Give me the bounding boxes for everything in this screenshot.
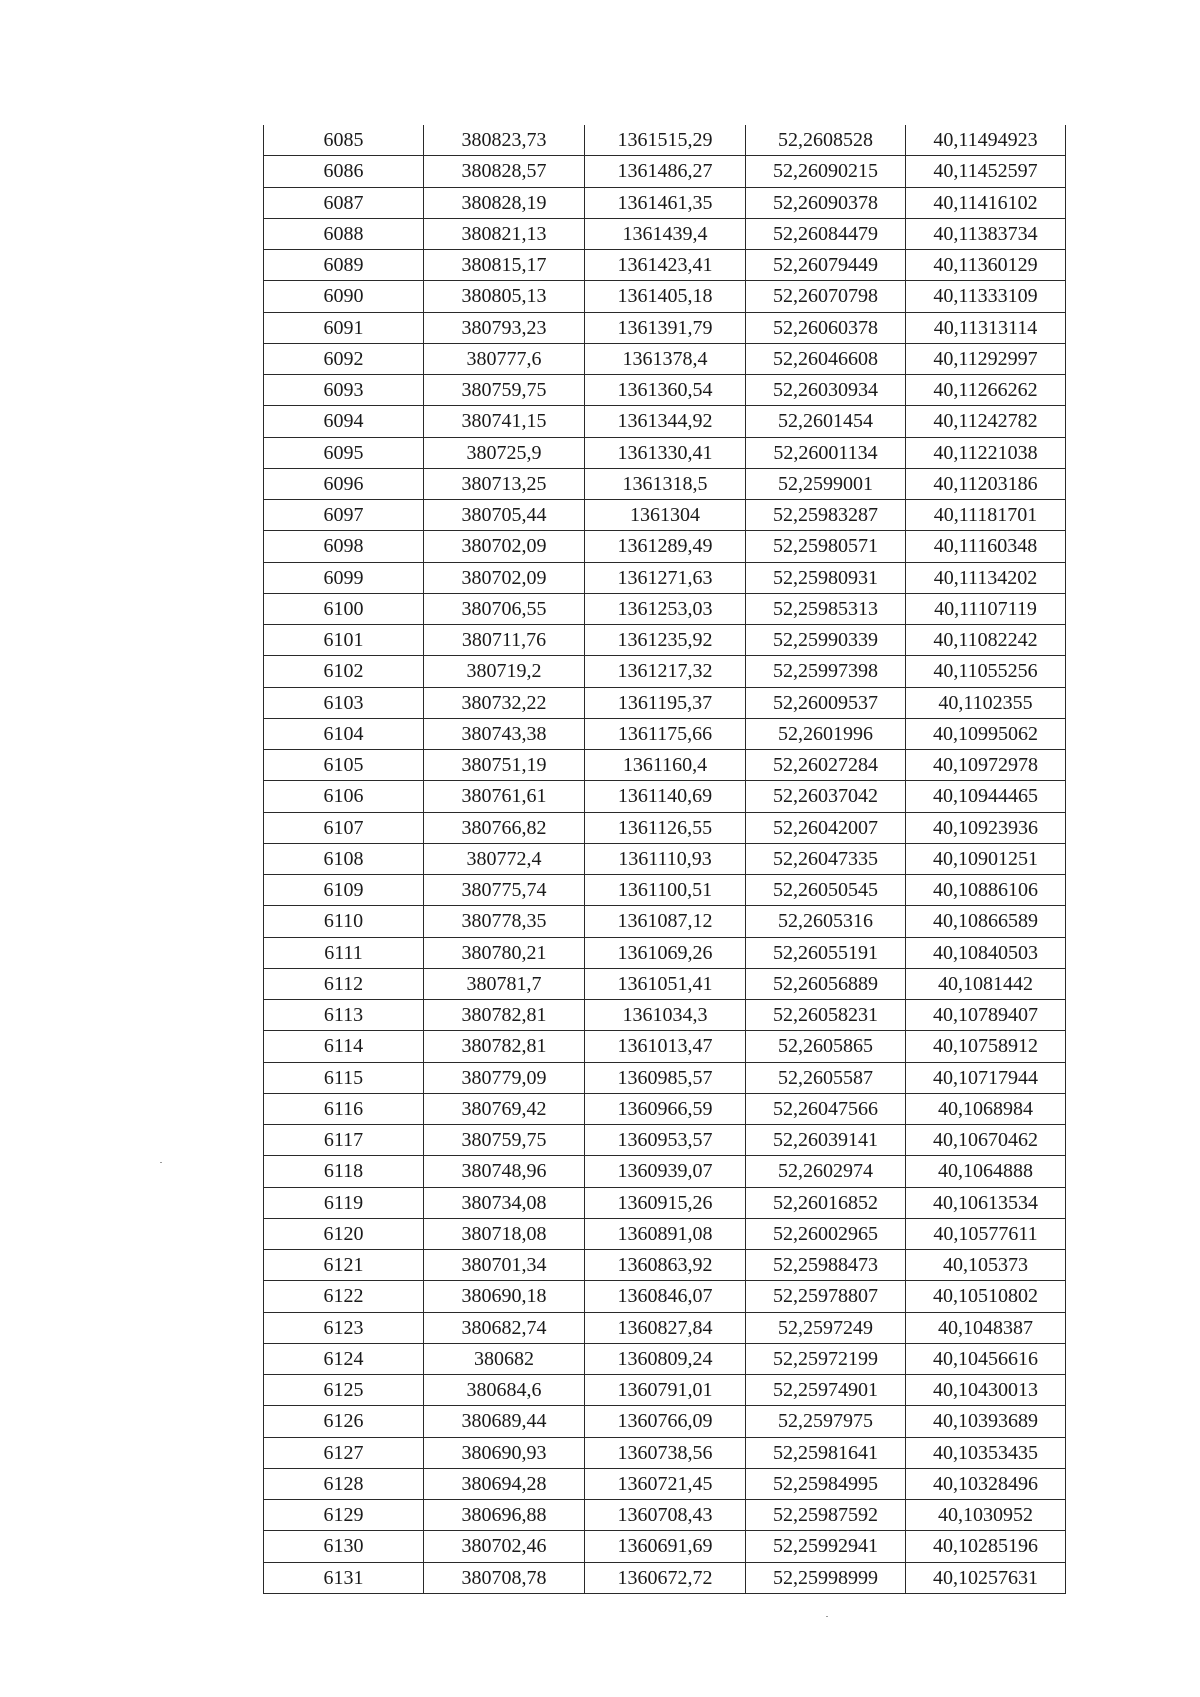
y-coordinate-cell: 1360953,57 [585, 1125, 746, 1156]
point-number-cell: 6122 [264, 1281, 424, 1312]
longitude-cell: 40,11416102 [906, 187, 1066, 218]
y-coordinate-cell: 1361110,93 [585, 843, 746, 874]
table-row [264, 500, 1066, 531]
point-number-cell: 6090 [264, 281, 424, 312]
point-number-cell: 6099 [264, 562, 424, 593]
latitude-cell: 52,2599001 [746, 468, 906, 499]
x-coordinate-cell: 380761,61 [424, 781, 585, 812]
y-coordinate-cell: 1361126,55 [585, 812, 746, 843]
y-coordinate-cell: 1361195,37 [585, 687, 746, 718]
coordinates-table [263, 125, 1066, 1594]
point-number-cell: 6100 [264, 593, 424, 624]
x-coordinate-cell: 380682,74 [424, 1312, 585, 1343]
table-row [264, 1281, 1066, 1312]
longitude-cell: 40,10901251 [906, 843, 1066, 874]
y-coordinate-cell: 1360891,08 [585, 1218, 746, 1249]
table-row [264, 218, 1066, 249]
latitude-cell: 52,26050545 [746, 875, 906, 906]
x-coordinate-cell: 380708,78 [424, 1562, 585, 1593]
latitude-cell: 52,25990339 [746, 625, 906, 656]
y-coordinate-cell: 1361253,03 [585, 593, 746, 624]
point-number-cell: 6102 [264, 656, 424, 687]
y-coordinate-cell: 1360809,24 [585, 1343, 746, 1374]
y-coordinate-cell: 1361330,41 [585, 437, 746, 468]
point-number-cell: 6126 [264, 1406, 424, 1437]
latitude-cell: 52,26090215 [746, 156, 906, 187]
x-coordinate-cell: 380682 [424, 1343, 585, 1374]
table-row [264, 1156, 1066, 1187]
table-row [264, 843, 1066, 874]
y-coordinate-cell: 1361235,92 [585, 625, 746, 656]
latitude-cell: 52,26090378 [746, 187, 906, 218]
longitude-cell: 40,10328496 [906, 1468, 1066, 1499]
table-row [264, 656, 1066, 687]
x-coordinate-cell: 380701,34 [424, 1250, 585, 1281]
point-number-cell: 6095 [264, 437, 424, 468]
table-row [264, 1562, 1066, 1593]
table-row [264, 468, 1066, 499]
x-coordinate-cell: 380781,7 [424, 968, 585, 999]
latitude-cell: 52,2597249 [746, 1312, 906, 1343]
y-coordinate-cell: 1361289,49 [585, 531, 746, 562]
longitude-cell: 40,10456616 [906, 1343, 1066, 1374]
y-coordinate-cell: 1361051,41 [585, 968, 746, 999]
longitude-cell: 40,11383734 [906, 218, 1066, 249]
point-number-cell: 6105 [264, 750, 424, 781]
table-row [264, 1437, 1066, 1468]
latitude-cell: 52,25985313 [746, 593, 906, 624]
latitude-cell: 52,26047566 [746, 1093, 906, 1124]
latitude-cell: 52,26037042 [746, 781, 906, 812]
x-coordinate-cell: 380793,23 [424, 312, 585, 343]
point-number-cell: 6129 [264, 1500, 424, 1531]
latitude-cell: 52,25972199 [746, 1343, 906, 1374]
y-coordinate-cell: 1361360,54 [585, 375, 746, 406]
x-coordinate-cell: 380702,46 [424, 1531, 585, 1562]
y-coordinate-cell: 1360721,45 [585, 1468, 746, 1499]
table-row [264, 1343, 1066, 1374]
y-coordinate-cell: 1360766,09 [585, 1406, 746, 1437]
y-coordinate-cell: 1361405,18 [585, 281, 746, 312]
y-coordinate-cell: 1361069,26 [585, 937, 746, 968]
table-row [264, 1218, 1066, 1249]
point-number-cell: 6123 [264, 1312, 424, 1343]
latitude-cell: 52,2605865 [746, 1031, 906, 1062]
latitude-cell: 52,26001134 [746, 437, 906, 468]
point-number-cell: 6106 [264, 781, 424, 812]
y-coordinate-cell: 1360939,07 [585, 1156, 746, 1187]
point-number-cell: 6101 [264, 625, 424, 656]
y-coordinate-cell: 1361034,3 [585, 1000, 746, 1031]
longitude-cell: 40,10886106 [906, 875, 1066, 906]
scan-speck [160, 1162, 162, 1163]
longitude-cell: 40,105373 [906, 1250, 1066, 1281]
latitude-cell: 52,26030934 [746, 375, 906, 406]
table-row [264, 1031, 1066, 1062]
y-coordinate-cell: 1361304 [585, 500, 746, 531]
longitude-cell: 40,1030952 [906, 1500, 1066, 1531]
table-row [264, 1375, 1066, 1406]
coordinates-table-body [264, 125, 1066, 1593]
table-row [264, 593, 1066, 624]
x-coordinate-cell: 380751,19 [424, 750, 585, 781]
y-coordinate-cell: 1360691,69 [585, 1531, 746, 1562]
latitude-cell: 52,26016852 [746, 1187, 906, 1218]
longitude-cell: 40,10923936 [906, 812, 1066, 843]
point-number-cell: 6117 [264, 1125, 424, 1156]
table-row [264, 1500, 1066, 1531]
y-coordinate-cell: 1360672,72 [585, 1562, 746, 1593]
longitude-cell: 40,11134202 [906, 562, 1066, 593]
latitude-cell: 52,26046608 [746, 343, 906, 374]
table-row [264, 312, 1066, 343]
longitude-cell: 40,10257631 [906, 1562, 1066, 1593]
table-row [264, 1312, 1066, 1343]
longitude-cell: 40,11221038 [906, 437, 1066, 468]
table-row [264, 250, 1066, 281]
longitude-cell: 40,1102355 [906, 687, 1066, 718]
x-coordinate-cell: 380702,09 [424, 531, 585, 562]
latitude-cell: 52,25988473 [746, 1250, 906, 1281]
point-number-cell: 6110 [264, 906, 424, 937]
x-coordinate-cell: 380706,55 [424, 593, 585, 624]
longitude-cell: 40,1048387 [906, 1312, 1066, 1343]
longitude-cell: 40,10285196 [906, 1531, 1066, 1562]
longitude-cell: 40,11055256 [906, 656, 1066, 687]
latitude-cell: 52,25987592 [746, 1500, 906, 1531]
y-coordinate-cell: 1360827,84 [585, 1312, 746, 1343]
point-number-cell: 6113 [264, 1000, 424, 1031]
point-number-cell: 6131 [264, 1562, 424, 1593]
point-number-cell: 6124 [264, 1343, 424, 1374]
x-coordinate-cell: 380702,09 [424, 562, 585, 593]
latitude-cell: 52,26079449 [746, 250, 906, 281]
point-number-cell: 6130 [264, 1531, 424, 1562]
x-coordinate-cell: 380828,57 [424, 156, 585, 187]
longitude-cell: 40,10353435 [906, 1437, 1066, 1468]
x-coordinate-cell: 380748,96 [424, 1156, 585, 1187]
x-coordinate-cell: 380696,88 [424, 1500, 585, 1531]
y-coordinate-cell: 1361217,32 [585, 656, 746, 687]
point-number-cell: 6112 [264, 968, 424, 999]
longitude-cell: 40,10430013 [906, 1375, 1066, 1406]
longitude-cell: 40,10995062 [906, 718, 1066, 749]
longitude-cell: 40,10510802 [906, 1281, 1066, 1312]
table-row [264, 375, 1066, 406]
latitude-cell: 52,2597975 [746, 1406, 906, 1437]
x-coordinate-cell: 380766,82 [424, 812, 585, 843]
point-number-cell: 6107 [264, 812, 424, 843]
latitude-cell: 52,25984995 [746, 1468, 906, 1499]
table-row [264, 531, 1066, 562]
x-coordinate-cell: 380805,13 [424, 281, 585, 312]
table-row [264, 562, 1066, 593]
longitude-cell: 40,10613534 [906, 1187, 1066, 1218]
point-number-cell: 6118 [264, 1156, 424, 1187]
y-coordinate-cell: 1360966,59 [585, 1093, 746, 1124]
table-row [264, 343, 1066, 374]
point-number-cell: 6120 [264, 1218, 424, 1249]
longitude-cell: 40,11292997 [906, 343, 1066, 374]
table-row [264, 1406, 1066, 1437]
latitude-cell: 52,25983287 [746, 500, 906, 531]
y-coordinate-cell: 1360791,01 [585, 1375, 746, 1406]
latitude-cell: 52,26009537 [746, 687, 906, 718]
x-coordinate-cell: 380689,44 [424, 1406, 585, 1437]
x-coordinate-cell: 380782,81 [424, 1000, 585, 1031]
point-number-cell: 6088 [264, 218, 424, 249]
x-coordinate-cell: 380759,75 [424, 375, 585, 406]
table-row [264, 937, 1066, 968]
latitude-cell: 52,26070798 [746, 281, 906, 312]
table-row [264, 968, 1066, 999]
longitude-cell: 40,1064888 [906, 1156, 1066, 1187]
longitude-cell: 40,11082242 [906, 625, 1066, 656]
x-coordinate-cell: 380725,9 [424, 437, 585, 468]
longitude-cell: 40,11107119 [906, 593, 1066, 624]
latitude-cell: 52,25974901 [746, 1375, 906, 1406]
y-coordinate-cell: 1361378,4 [585, 343, 746, 374]
table-row [264, 187, 1066, 218]
table-row [264, 812, 1066, 843]
latitude-cell: 52,26039141 [746, 1125, 906, 1156]
latitude-cell: 52,25992941 [746, 1531, 906, 1562]
longitude-cell: 40,10866589 [906, 906, 1066, 937]
x-coordinate-cell: 380713,25 [424, 468, 585, 499]
longitude-cell: 40,1068984 [906, 1093, 1066, 1124]
scan-speck [826, 1616, 828, 1617]
point-number-cell: 6127 [264, 1437, 424, 1468]
x-coordinate-cell: 380741,15 [424, 406, 585, 437]
x-coordinate-cell: 380759,75 [424, 1125, 585, 1156]
x-coordinate-cell: 380775,74 [424, 875, 585, 906]
table-row [264, 281, 1066, 312]
x-coordinate-cell: 380778,35 [424, 906, 585, 937]
longitude-cell: 40,10789407 [906, 1000, 1066, 1031]
point-number-cell: 6091 [264, 312, 424, 343]
x-coordinate-cell: 380777,6 [424, 343, 585, 374]
longitude-cell: 40,11333109 [906, 281, 1066, 312]
longitude-cell: 40,10944465 [906, 781, 1066, 812]
table-row [264, 750, 1066, 781]
latitude-cell: 52,26047335 [746, 843, 906, 874]
table-row [264, 1000, 1066, 1031]
latitude-cell: 52,2605587 [746, 1062, 906, 1093]
table-row [264, 156, 1066, 187]
table-row [264, 687, 1066, 718]
table-row [264, 406, 1066, 437]
point-number-cell: 6093 [264, 375, 424, 406]
longitude-cell: 40,10577611 [906, 1218, 1066, 1249]
x-coordinate-cell: 380782,81 [424, 1031, 585, 1062]
y-coordinate-cell: 1361344,92 [585, 406, 746, 437]
x-coordinate-cell: 380690,18 [424, 1281, 585, 1312]
x-coordinate-cell: 380734,08 [424, 1187, 585, 1218]
y-coordinate-cell: 1360915,26 [585, 1187, 746, 1218]
x-coordinate-cell: 380743,38 [424, 718, 585, 749]
latitude-cell: 52,26060378 [746, 312, 906, 343]
point-number-cell: 6098 [264, 531, 424, 562]
x-coordinate-cell: 380821,13 [424, 218, 585, 249]
longitude-cell: 40,10393689 [906, 1406, 1066, 1437]
latitude-cell: 52,25980571 [746, 531, 906, 562]
latitude-cell: 52,2608528 [746, 125, 906, 156]
point-number-cell: 6104 [264, 718, 424, 749]
y-coordinate-cell: 1360985,57 [585, 1062, 746, 1093]
point-number-cell: 6097 [264, 500, 424, 531]
x-coordinate-cell: 380780,21 [424, 937, 585, 968]
latitude-cell: 52,26042007 [746, 812, 906, 843]
latitude-cell: 52,26055191 [746, 937, 906, 968]
x-coordinate-cell: 380705,44 [424, 500, 585, 531]
point-number-cell: 6103 [264, 687, 424, 718]
x-coordinate-cell: 380719,2 [424, 656, 585, 687]
latitude-cell: 52,25980931 [746, 562, 906, 593]
point-number-cell: 6108 [264, 843, 424, 874]
y-coordinate-cell: 1361439,4 [585, 218, 746, 249]
point-number-cell: 6128 [264, 1468, 424, 1499]
x-coordinate-cell: 380694,28 [424, 1468, 585, 1499]
y-coordinate-cell: 1361100,51 [585, 875, 746, 906]
y-coordinate-cell: 1361423,41 [585, 250, 746, 281]
y-coordinate-cell: 1361013,47 [585, 1031, 746, 1062]
x-coordinate-cell: 380684,6 [424, 1375, 585, 1406]
longitude-cell: 40,11203186 [906, 468, 1066, 499]
longitude-cell: 40,11242782 [906, 406, 1066, 437]
latitude-cell: 52,26027284 [746, 750, 906, 781]
x-coordinate-cell: 380718,08 [424, 1218, 585, 1249]
longitude-cell: 40,10670462 [906, 1125, 1066, 1156]
latitude-cell: 52,26002965 [746, 1218, 906, 1249]
latitude-cell: 52,26084479 [746, 218, 906, 249]
point-number-cell: 6094 [264, 406, 424, 437]
point-number-cell: 6115 [264, 1062, 424, 1093]
y-coordinate-cell: 1361160,4 [585, 750, 746, 781]
table-row [264, 781, 1066, 812]
point-number-cell: 6109 [264, 875, 424, 906]
point-number-cell: 6114 [264, 1031, 424, 1062]
x-coordinate-cell: 380769,42 [424, 1093, 585, 1124]
x-coordinate-cell: 380711,76 [424, 625, 585, 656]
point-number-cell: 6121 [264, 1250, 424, 1281]
longitude-cell: 40,11360129 [906, 250, 1066, 281]
latitude-cell: 52,26058231 [746, 1000, 906, 1031]
y-coordinate-cell: 1360708,43 [585, 1500, 746, 1531]
point-number-cell: 6096 [264, 468, 424, 499]
longitude-cell: 40,10972978 [906, 750, 1066, 781]
latitude-cell: 52,25998999 [746, 1562, 906, 1593]
x-coordinate-cell: 380828,19 [424, 187, 585, 218]
x-coordinate-cell: 380690,93 [424, 1437, 585, 1468]
latitude-cell: 52,2601996 [746, 718, 906, 749]
x-coordinate-cell: 380779,09 [424, 1062, 585, 1093]
table-row [264, 1125, 1066, 1156]
longitude-cell: 40,11160348 [906, 531, 1066, 562]
y-coordinate-cell: 1360863,92 [585, 1250, 746, 1281]
longitude-cell: 40,11494923 [906, 125, 1066, 156]
x-coordinate-cell: 380823,73 [424, 125, 585, 156]
table-row [264, 1187, 1066, 1218]
latitude-cell: 52,2602974 [746, 1156, 906, 1187]
latitude-cell: 52,2605316 [746, 906, 906, 937]
table-row [264, 625, 1066, 656]
x-coordinate-cell: 380815,17 [424, 250, 585, 281]
latitude-cell: 52,26056889 [746, 968, 906, 999]
table-row [264, 1531, 1066, 1562]
table-row [264, 1062, 1066, 1093]
longitude-cell: 40,11313114 [906, 312, 1066, 343]
longitude-cell: 40,1081442 [906, 968, 1066, 999]
latitude-cell: 52,25981641 [746, 1437, 906, 1468]
table-row [264, 718, 1066, 749]
x-coordinate-cell: 380732,22 [424, 687, 585, 718]
table-row [264, 1250, 1066, 1281]
longitude-cell: 40,11266262 [906, 375, 1066, 406]
y-coordinate-cell: 1361515,29 [585, 125, 746, 156]
table-row [264, 437, 1066, 468]
y-coordinate-cell: 1361391,79 [585, 312, 746, 343]
table-row [264, 1093, 1066, 1124]
latitude-cell: 52,25978807 [746, 1281, 906, 1312]
longitude-cell: 40,11452597 [906, 156, 1066, 187]
point-number-cell: 6116 [264, 1093, 424, 1124]
y-coordinate-cell: 1360738,56 [585, 1437, 746, 1468]
point-number-cell: 6085 [264, 125, 424, 156]
y-coordinate-cell: 1361271,63 [585, 562, 746, 593]
y-coordinate-cell: 1361087,12 [585, 906, 746, 937]
latitude-cell: 52,2601454 [746, 406, 906, 437]
table-row [264, 875, 1066, 906]
y-coordinate-cell: 1360846,07 [585, 1281, 746, 1312]
point-number-cell: 6119 [264, 1187, 424, 1218]
point-number-cell: 6092 [264, 343, 424, 374]
table-row [264, 125, 1066, 156]
longitude-cell: 40,10717944 [906, 1062, 1066, 1093]
point-number-cell: 6125 [264, 1375, 424, 1406]
point-number-cell: 6087 [264, 187, 424, 218]
table-row [264, 906, 1066, 937]
point-number-cell: 6086 [264, 156, 424, 187]
x-coordinate-cell: 380772,4 [424, 843, 585, 874]
y-coordinate-cell: 1361140,69 [585, 781, 746, 812]
longitude-cell: 40,10840503 [906, 937, 1066, 968]
y-coordinate-cell: 1361486,27 [585, 156, 746, 187]
table-row [264, 1468, 1066, 1499]
point-number-cell: 6089 [264, 250, 424, 281]
point-number-cell: 6111 [264, 937, 424, 968]
longitude-cell: 40,11181701 [906, 500, 1066, 531]
y-coordinate-cell: 1361175,66 [585, 718, 746, 749]
y-coordinate-cell: 1361461,35 [585, 187, 746, 218]
latitude-cell: 52,25997398 [746, 656, 906, 687]
y-coordinate-cell: 1361318,5 [585, 468, 746, 499]
longitude-cell: 40,10758912 [906, 1031, 1066, 1062]
